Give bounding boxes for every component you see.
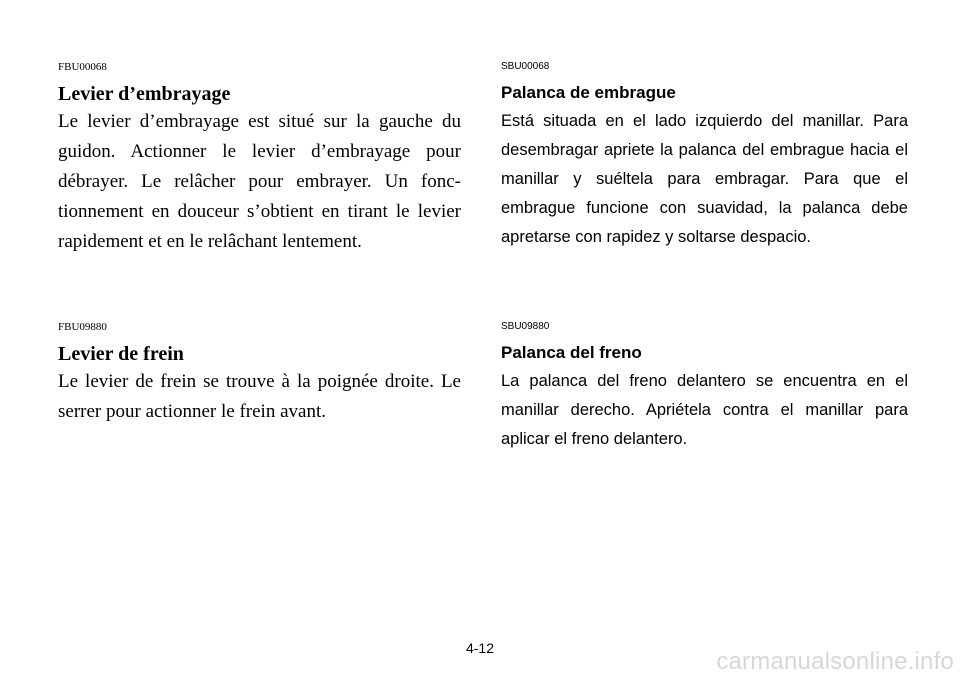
- section-code: SBU09880: [501, 321, 550, 332]
- spanish-section-brake: [501, 320, 908, 454]
- section-code: SBU00068: [501, 61, 550, 72]
- section-body: Está situada en el lado izquierdo del manillar. Para desembragar apriete la palanca del embrague hacia el manillar y suéltela para embragar. Para que el embrague funcione con suavidad, la palanca debe apretarse con rapidez y soltarse despacio.: [501, 112, 908, 246]
- french-section-brake: [58, 320, 461, 427]
- section-body: Le levier d’embrayage est situé sur la gauche du guidon. Actionner le levier d’embrayage pour débrayer. Le relâcher pour embrayer. Un fonctionnement en douceur s’obtient en tirant le levier rapidement et en le relâchant lentement.: [58, 111, 461, 252]
- section-heading: Levier d’embrayage: [58, 83, 231, 105]
- spanish-section-clutch: [501, 60, 908, 252]
- watermark: carmanualsonline.info: [716, 648, 954, 675]
- section-code: FBU00068: [58, 61, 107, 73]
- section-body: La palanca del freno delantero se encuentra en el manillar derecho. Apriételа contra el manillar para aplicar el freno delantero.: [501, 372, 908, 448]
- section-heading: Palanca del freno: [501, 343, 642, 362]
- section-heading: Palanca de embrague: [501, 83, 676, 102]
- section-heading: Levier de frein: [58, 343, 184, 365]
- section-body: Le levier de frein se trouve à la poignée droite. Le serrer pour actionner le frein avant.: [58, 371, 461, 422]
- section-code: FBU09880: [58, 321, 107, 333]
- page-number: 4-12: [465, 640, 495, 656]
- french-section-clutch: [58, 60, 461, 257]
